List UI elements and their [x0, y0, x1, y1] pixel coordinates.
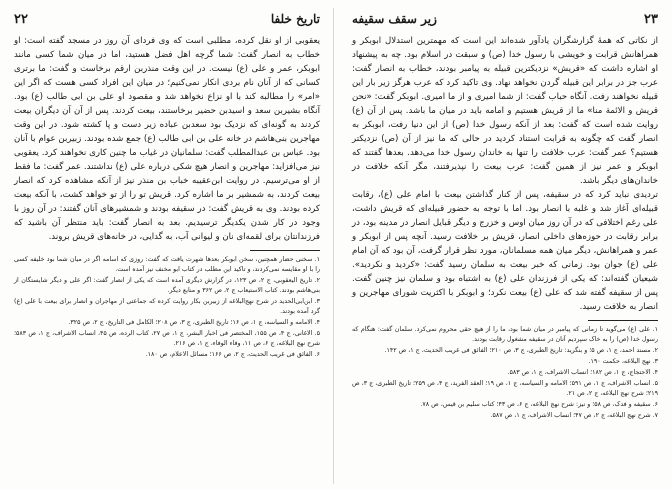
footnote: ۴. الاحتجاج، ج ۱، ص ۱۸۲؛ انساب الاشراف، ج ۱، ص ۵۸۳.: [507, 369, 658, 376]
page-gutter: [333, 8, 334, 484]
footnote: ۱. سخنی حضار همچنین، سخن ابوبکر بعدها شهرت یافت که گفت: روزی که اسامه اگر در میان شما بود خلیفه کسی را با او مقایسه نمی‌کردند، و تاکید این مطلب در کتاب ابو مخنف نیز آمده است.: [14, 256, 320, 273]
left-running-title: تاریخ خلفا: [270, 12, 320, 26]
footnote: ۷. شرح نهج البلاغه، ج ۲، ص ۴۷؛ انساب الاشراف، ج ۱، ص ۵۸۷.: [490, 412, 658, 419]
footnote: ۱. علی (ع) می‌گوید تا زمانی که پیامبر در میان شما بود، ما را از هیچ حقی محروم نمی‌کرد. سلمان گفت: هنگام که رسول خدا (ص) را به خاک سپردیم آنان در سقیفه مشغول رقابت بودند.: [352, 326, 658, 343]
left-page: [6, 0, 326, 490]
footnote: ۵. الاغانی، ج ۴، ص ۱۵۵، المختصر فی اخبار البشر، ج ۱، ص ۲۷، کتاب الرده، ص ۴۵، انساب الاشراف، ج ۱، ص ۵۸۳؛ شرح نهج البلاغه، ج ۶، ص ۱۱، وفاء الوفاء، ج ۱، ص ۲۱۶.: [14, 330, 320, 347]
right-paragraph: تردیدی نباید کرد که در سقیفه، پس از کنار گذاشتن بیعت با امام علی (ع)، رقابت قبیله‌ای آغاز شد و غلبه با انصار بود. اما با توجه به حضور قبیله‌ای که قریش داشت، علی رغم اختلافی که در آن روز میان اوس و خزرج و دیگر قبایل انصار در مدینه بود، در برابر رقابت در حوزه‌های داخلی انصار، قریش بر خلافت رسید. آنچه پس از ابوبکر و عمر و همراهانش، دیگر میان همه مسلمانان، مورد نظر قرار گرفت، آن بود که آن امام علی (ع) جوان بود. زمانی که خبر بیعت به سلمان رسید گفت: «کردید و نکردید». شیعیان گفته‌اند: که یکی از فرزندان علی (ع) به اشتباه بود و سلمان نیز چنین گفت. پس از سقیفه گفته شد که علی (ع) بیعت نکرد؛ و ابوبکر با اکثریت شورای مهاجرین و انصار به خلافت رسید.: [352, 190, 658, 312]
left-page-header: [14, 12, 320, 27]
left-body-text: [14, 34, 320, 244]
left-footnotes: [14, 255, 320, 360]
left-footnote-rule: [250, 250, 320, 251]
right-body-text: [352, 34, 658, 314]
footnote: ۳. نهج البلاغه، حکمت ۱۹۰.: [588, 358, 658, 365]
footnote: ۴. الامامه و السیاسه، ج ۱، ص ۱۶؛ تاریخ الطبری، ج ۳، ص ۲۰۸؛ الکامل فی التاریخ، ج ۲، ص ۳۲۵.: [68, 319, 320, 326]
right-footnotes: [352, 325, 658, 421]
right-paragraph: از نکاتی که همهٔ گزارشگران یادآور شده‌اند این است که مهمترین استدلال ابوبکر و همراهانش قرابت و خویشی با رسول خدا (ص) و سبقت در اسلام بود. چه به پیشنهاد او اشاره داشت که «قریش» نزدیکترین قبیله به پیامبر بودند، خطاب به انصار گفت: عرب جز در برابر این قبیله گردن نخواهد نهاد. وی تاکید کرد که عرب هرگز زیر بار این قبیله نخواهند رفت. آنگاه حباب گفت: از شما امیری و از ما امیری. ابوبکر گفت: «نحن قریش و الائمة منا» ما از قریش هستیم و امامه باید در میان ما باشد. پس از آن (ع) روایت شده است که گفت: بعد از آنکه رسول خدا (ص) از این دنیا رفت، ابوبکر به انصار گفت که چگونه به قرابت استناد کردید در حالی که ما نیز از آن (ص) نزدیکتر هستیم؟ عمر گفت: عرب خلافت را تنها به خاندان رسول خدا می‌دهد. بعدها گفتند که ابوبکر و عمر نیز از همین گفت: عرب بیعت را نپذیرفتند، مگر آنکه خلافت در خاندان‌های دیگر باشد.: [352, 36, 658, 186]
right-page-number: ۲۳: [644, 12, 658, 27]
right-page: [346, 0, 666, 490]
footnote: ۶. سقیفه و فدک، ص ۵۸؛ و نیز: شرح نهج البلاغه، ج ۶، ص ۴۳؛ کتاب سلیم بن قیس، ص ۷۸.: [420, 401, 658, 408]
footnote: ۲. مسند احمد، ج ۱، ص ۵؛ و بنگرید: تاریخ الطبری، ج ۳، ص ۲۱۰؛ الفائق فی غریب الحدیث، ج ۱، ص ۱۴۲.: [384, 347, 658, 354]
left-paragraph: یعقوبی از او نقل کرده، مطلبی است که وی فردای آن روز در مسجد گفته است: او خطاب به انصار گفت: شما گرچه اهل فضل هستید، اما در میان شما کسی مانند ابوبکر، عمر و علی (ع) نیست. در این وقت منذربن ارقم برخاست و گفت: ما برتری کسانی که از آنان نام بردی انکار نمی‌کنیم؛ در میان این افراد کسی هست که اگر این «امر» را مطالبه کند با او نزاع نخواهد شد و مقصود او علی بن ابی طالب (ع) بود. آنگاه بشیربن سعد و اسیدبن حضیر برخاستند، بیعت کردند. پس از آن آن دیگران بیعت کردند به گونه‌ای که نزدیک بود سعدبن عباده زیر دست و پا کشته شود. در این وقت مهاجرین بنی‌هاشم در خانه علی بن ابی طالب (ع) جمع شده بودند. زبیربن عوام با آنان بود. عباس بن عبدالمطلب گفت: سلمانیان در غیاب ما چنین کاری نخواهند کرد. یعقوبی نیز می‌افزاید: مهاجرین و انصار هیچ شکی درباره علی (ع) نداشتند. عمر گفت: ما فقط از او می‌ترسیم. در روایت ابن‌عقیبه خباب بن منذر نیز از آنکه مشاهده کرد که انصار بیعت کردند، به شمشیر بر ما اشاره کرد. قریش تو را از تو خواهد کشت، با آنکه بیعت کرده بودند. وی به قریش گفت: در سقیفه بودند و شمشیرهای آنان گفتند: در آن روز با وجود در کار شدن یکدیگر ترسیدیم. بعد به انصار گفت: باید منتظر آن باشید که فرزندانتان برای لقمه‌ای نان و لیوانی آب، به گدایی، در خانه‌های قریش بروند.: [14, 36, 320, 242]
right-running-title: زیر سقف سقیفه: [352, 12, 437, 26]
footnote: ۵. انساب الاشراف، ج ۱، ص ۵۹۱؛ الامامه و السیاسه، ج ۱، ص ۱۹؛ العقد الفرید، ج ۴، ص ۲۵۹؛ تاریخ الطبری، ج ۳، ص ۲۱۹؛ شرح نهج البلاغه، ج ۲، ص ۲۱.: [352, 380, 658, 397]
left-page-number: ۲۲: [14, 12, 28, 27]
footnote: ۳. ابن‌ابی‌الحدید در شرح نهج‌البلاغه از زبیربن بکار روایت کرده که جماعتی از مهاجران و انصار برای بیعت با علی (ع) گرد آمده بودند.: [14, 298, 320, 315]
footnote: ۲. تاریخ الیعقوبی، ج ۲، ص ۱۲۳، در گزارش دیگری آمده است که یکی از انصار گفت: اگر علی و دیگر شایستگان از بنی‌هاشم بودند. کتاب الاستیعاب ج ۲، ص ۳۶۲ و منابع دیگر.: [14, 277, 320, 294]
right-footnote-rule: [588, 320, 658, 321]
footnote: ۶. الفائق فی غریب الحدیث، ج ۲، ص ۱۶۶؛ مسائل الاعلام، ص ۱۸۰.: [145, 351, 320, 358]
right-page-header: [352, 12, 658, 27]
